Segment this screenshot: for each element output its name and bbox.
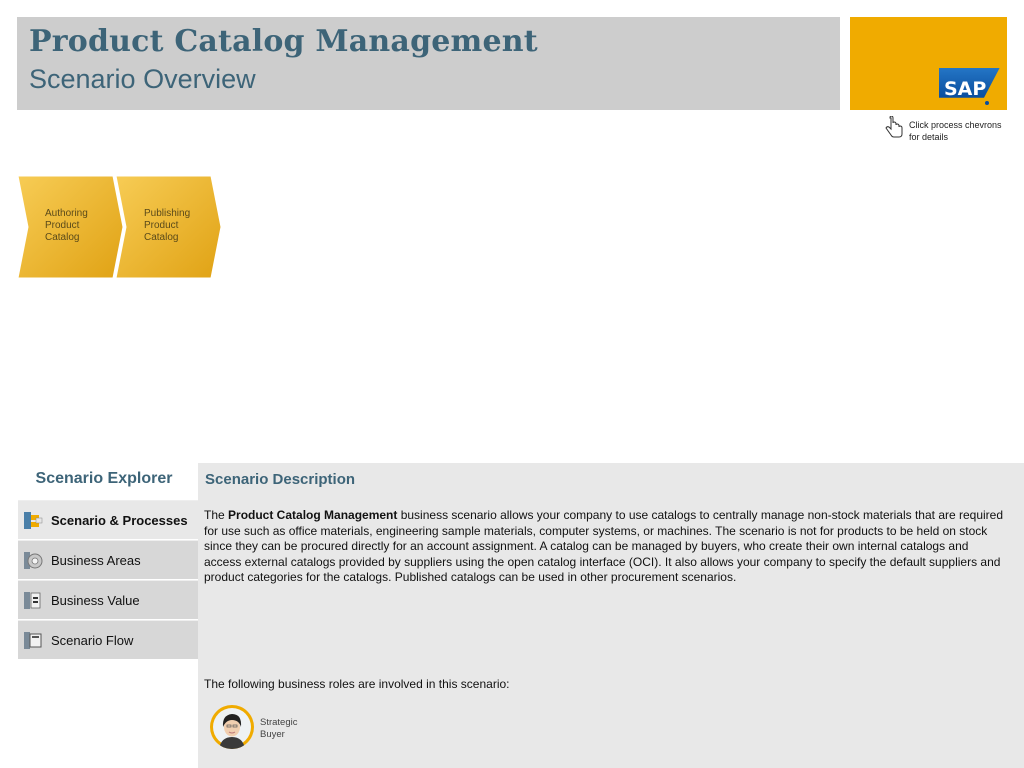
- description-bold: Product Catalog Management: [228, 508, 398, 522]
- nav-item-business-areas[interactable]: [18, 540, 198, 579]
- avatar-strategic-buyer[interactable]: [210, 705, 254, 749]
- scenario-description-panel: [198, 463, 1024, 768]
- chevron-publishing-label[interactable]: Publishing Product Catalog: [144, 208, 191, 243]
- hand-pointer-icon: [884, 116, 904, 140]
- header-banner: [17, 17, 840, 110]
- roles-intro: The following business roles are involved in this scenario:: [204, 677, 510, 691]
- scenario-processes-icon: [22, 509, 44, 531]
- hint-text: Click process chevrons for details: [909, 120, 1002, 142]
- nav-label: Scenario & Processes: [51, 512, 188, 528]
- page-title: Product Catalog Management: [29, 24, 538, 59]
- explorer-title: Scenario Explorer: [35, 470, 173, 487]
- page-subtitle: Scenario Overview: [29, 64, 256, 94]
- nav-item-scenario-flow[interactable]: [18, 620, 198, 659]
- process-chevrons: [17, 175, 227, 279]
- nav-label: Business Areas: [51, 552, 141, 568]
- sap-logo-text: SAP: [944, 78, 987, 100]
- description-text: The Product Catalog Management business scenario allows your company to use catalogs to centrally manage non-stock materials that are required for use such as office materials, engineering sample materials, computer systems, or machines. The scenario is not for products to be held on stock since they can be procured directly for an account assignment. A catalog can be managed by buyers, who create their own internal catalogs and access external catalogs provided by suppliers using the open catalog interface (OCI). It also allows your company to specify the default suppliers and product categories for the catalogs. Published catalogs can be used in other procurement scenarios.: [204, 508, 1004, 584]
- nav-label: Business Value: [51, 592, 140, 608]
- description-title: Scenario Description: [205, 471, 356, 488]
- chevron-authoring-label[interactable]: Authoring Product Catalog: [45, 208, 88, 243]
- scenario-flow-icon: [22, 629, 44, 651]
- person-icon: [210, 705, 254, 749]
- nav-label: Scenario Flow: [51, 632, 134, 648]
- business-areas-icon: [22, 549, 44, 571]
- sap-logo: [935, 68, 1007, 110]
- business-value-icon: [22, 589, 44, 611]
- nav-item-business-value[interactable]: [18, 580, 198, 619]
- role-label: Strategic Buyer: [260, 717, 298, 740]
- nav-item-scenario-processes[interactable]: [18, 500, 198, 539]
- sap-logo-box: [850, 17, 1007, 110]
